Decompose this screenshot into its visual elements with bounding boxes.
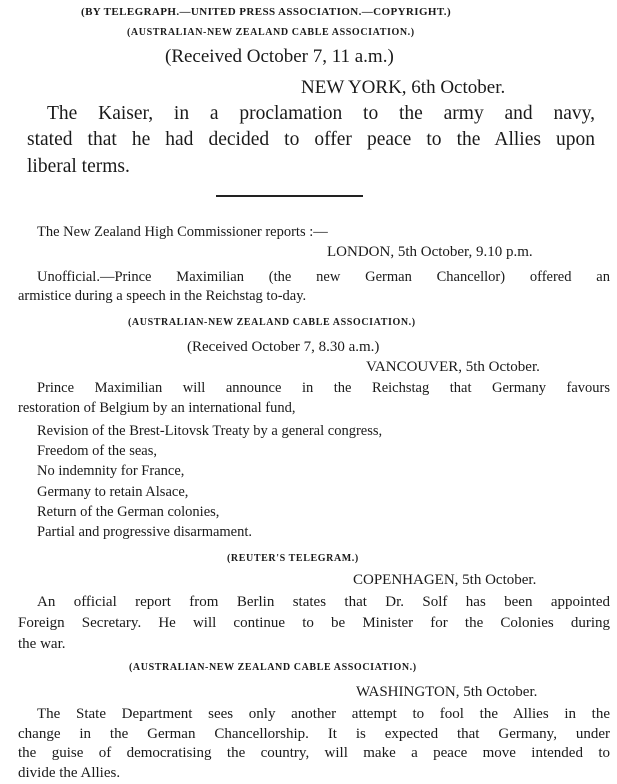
high-commissioner-intro: The New Zealand High Commissioner reports :—: [37, 224, 328, 240]
lead-line-3: liberal terms.: [27, 156, 130, 177]
peace-term: No indemnity for France,: [37, 463, 185, 479]
cable-credit: (AUSTRALIAN-NEW ZEALAND CABLE ASSOCIATION.): [127, 27, 415, 38]
peace-term: Germany to retain Alsace,: [37, 484, 189, 500]
peace-term: Partial and progressive disarmament.: [37, 524, 253, 540]
received-time: (Received October 7, 11 a.m.): [165, 46, 394, 67]
dateline-washington: WASHINGTON, 5th October.: [356, 684, 538, 700]
lead-line-2: stated that he had decided to offer peace to the Allies upon: [27, 129, 595, 150]
dateline-new-york: NEW YORK, 6th October.: [301, 77, 506, 98]
dateline-london: LONDON, 5th October, 9.10 p.m.: [327, 244, 533, 260]
telegraph-credit: (BY TELEGRAPH.—UNITED PRESS ASSOCIATION.—COPYRIGHT.): [81, 6, 452, 18]
washington-line-3: the guise of democratising the country, will make a peace move intended to: [18, 745, 610, 761]
vancouver-line-2: restoration of Belgium by an international fund,: [18, 400, 296, 416]
peace-term: Revision of the Brest-Litovsk Treaty by a general congress,: [37, 423, 383, 439]
copenhagen-line-1: An official report from Berlin states that Dr. Solf has been appointed: [37, 594, 610, 610]
cable-credit-washington: (AUSTRALIAN-NEW ZEALAND CABLE ASSOCIATION.): [129, 662, 417, 673]
cable-credit-vancouver: (AUSTRALIAN-NEW ZEALAND CABLE ASSOCIATION.): [128, 317, 416, 328]
london-line-1: Unofficial.—Prince Maximilian (the new German Chancellor) offered an: [37, 269, 610, 285]
received-time-vancouver: (Received October 7, 8.30 a.m.): [187, 339, 380, 355]
copenhagen-line-2: Foreign Secretary. He will continue to be Minister for the Colonies during: [18, 615, 610, 631]
reuter-credit: (REUTER'S TELEGRAM.): [227, 553, 359, 564]
dateline-vancouver: VANCOUVER, 5th October.: [366, 359, 540, 375]
vancouver-line-1: Prince Maximilian will announce in the Reichstag that Germany favours: [37, 380, 610, 396]
section-rule: [216, 195, 363, 197]
london-line-2: armistice during a speech in the Reichstag to-day.: [18, 288, 307, 304]
washington-line-1: The State Department sees only another attempt to fool the Allies in the: [37, 706, 610, 722]
copenhagen-line-3: the war.: [18, 636, 66, 652]
dateline-copenhagen: COPENHAGEN, 5th October.: [353, 572, 537, 588]
lead-line-1: The Kaiser, in a proclamation to the army and navy,: [47, 103, 595, 124]
washington-line-4: divide the Allies.: [18, 765, 121, 781]
peace-term: Freedom of the seas,: [37, 443, 157, 459]
washington-line-2: change in the German Chancellorship. It is expected that Germany, under: [18, 726, 610, 742]
peace-term: Return of the German colonies,: [37, 504, 220, 520]
